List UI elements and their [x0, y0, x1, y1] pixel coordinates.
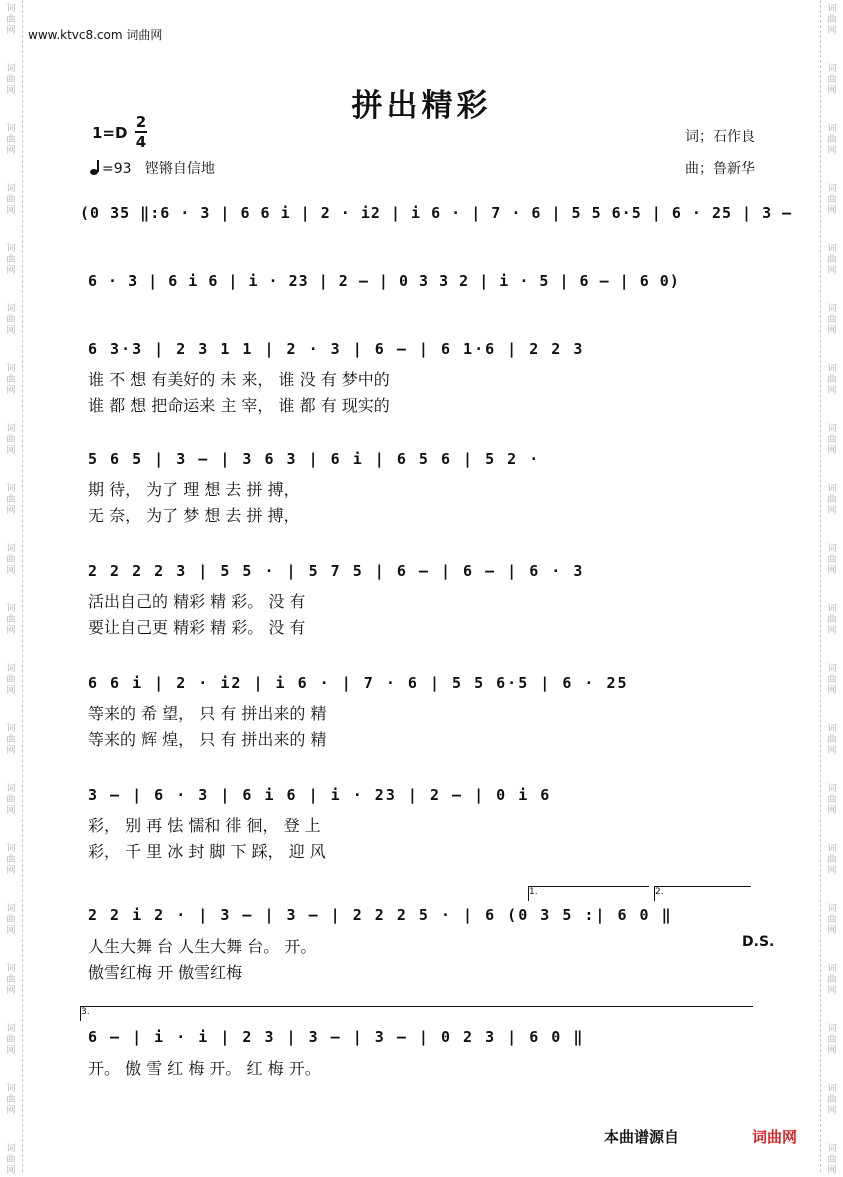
- watermark-glyph: 词 曲 网: [827, 304, 837, 336]
- watermark-glyph: 词 曲 网: [827, 424, 837, 456]
- volta-1-label: 1.: [529, 887, 538, 897]
- watermark-glyph: 词 曲 网: [827, 1144, 837, 1176]
- notation-line: 3 – | 6 · 3 | 6 i 6 | i · 23 | 2 – | 0 i 6: [88, 786, 552, 804]
- watermark-glyph: 词 曲 网: [827, 904, 837, 936]
- watermark-glyph: 词 曲 网: [6, 304, 16, 336]
- lyric-verse-1: 等来的 希 望， 只 有 拼出来的 精: [88, 704, 327, 723]
- quarter-note-icon: [90, 161, 102, 175]
- watermark-glyph: 词 曲 网: [827, 964, 837, 996]
- time-signature-top: 2: [135, 113, 147, 131]
- watermark-glyph: 词 曲 网: [827, 364, 837, 396]
- watermark-glyph: 词 曲 网: [6, 964, 16, 996]
- notation-line: 6 6 i | 2 · i2 | i 6 · | 7 · 6 | 5 5 6·5 | 6 · 25: [88, 674, 629, 692]
- watermark-glyph: 词 曲 网: [827, 484, 837, 516]
- volta-3: [80, 1006, 753, 1021]
- watermark-glyph: 词 曲 网: [827, 1024, 837, 1056]
- lyric-verse-2: 无 奈， 为了 梦 想 去 拼 搏，: [88, 506, 300, 525]
- tempo-marking: [90, 158, 215, 178]
- watermark-glyph: 词 曲 网: [827, 664, 837, 696]
- watermark-glyph: 词 曲 网: [6, 544, 16, 576]
- watermark-glyph: 词 曲 网: [827, 4, 837, 36]
- notation-line: (0 35 ‖:6 · 3 | 6 6 i | 2 · i2 | i 6 · | 7 · 6 | 5 5 6·5 | 6 · 25 | 3 –: [80, 204, 793, 222]
- notation-line: 5 6 5 | 3 – | 3 6 3 | 6 i | 6 5 6 | 5 2 ·: [88, 450, 541, 468]
- watermark-glyph: 词 曲 网: [6, 904, 16, 936]
- key-signature: 1=D: [92, 124, 128, 142]
- lyricist-credit: 词；石作良: [685, 129, 755, 145]
- volta-2: [654, 886, 751, 901]
- watermark-glyph: 词 曲 网: [6, 844, 16, 876]
- lyric-verse-1: 彩， 别 再 怯 懦和 徘 徊， 登 上: [88, 816, 321, 835]
- watermark-glyph: 词 曲 网: [6, 184, 16, 216]
- lyric-verse-2: 等来的 辉 煌， 只 有 拼出来的 精: [88, 730, 327, 749]
- watermark-glyph: 词 曲 网: [6, 1024, 16, 1056]
- volta-2-label: 2.: [655, 887, 664, 897]
- watermark-glyph: 词 曲 网: [6, 484, 16, 516]
- watermark-glyph: 词 曲 网: [6, 4, 16, 36]
- watermark-glyph: 词 曲 网: [827, 64, 837, 96]
- footer-brand-link[interactable]: 词曲网: [752, 1128, 798, 1146]
- watermark-glyph: 词 曲 网: [6, 664, 16, 696]
- watermark-glyph: 词 曲 网: [6, 724, 16, 756]
- expression-mark: 铿锵自信地: [144, 161, 215, 177]
- watermark-glyph: 词 曲 网: [827, 124, 837, 156]
- watermark-glyph: 词 曲 网: [827, 244, 837, 276]
- watermark-glyph: 词 曲 网: [827, 184, 837, 216]
- watermark-glyph: 词 曲 网: [827, 1084, 837, 1116]
- watermark-glyph: 词 曲 网: [6, 1144, 16, 1176]
- watermark-glyph: 词 曲 网: [827, 844, 837, 876]
- notation-line: 2 2 2 2 3 | 5 5 · | 5 7 5 | 6 – | 6 – | 6 · 3: [88, 562, 585, 580]
- watermark-glyph: 词 曲 网: [6, 424, 16, 456]
- dal-segno-mark: D.S.: [742, 934, 775, 950]
- watermark-glyph: 词 曲 网: [827, 724, 837, 756]
- site-url[interactable]: www.ktvc8.com 词曲网: [28, 28, 163, 42]
- lyric-verse-1: 期 待， 为了 理 想 去 拼 搏，: [88, 480, 300, 499]
- tempo-value: =93: [102, 161, 132, 177]
- watermark-glyph: 词 曲 网: [827, 544, 837, 576]
- composer-credit: 曲；鲁新华: [685, 161, 755, 177]
- volta-1: [528, 886, 649, 901]
- lyric-verse-2: 彩， 千 里 冰 封 脚 下 踩， 迎 风: [88, 842, 326, 861]
- notation-line: 6 3·3 | 2 3 1 1 | 2 · 3 | 6 – | 6 1·6 | 2 2 3: [88, 340, 585, 358]
- notation-line: 2 2 i 2 · | 3 – | 3 – | 2 2 2 5 · | 6 (0 3 5 :| 6 0 ‖: [88, 906, 673, 924]
- notation-line: 6 – | i · i | 2 3 | 3 – | 3 – | 0 2 3 | 6 0 ‖: [88, 1028, 585, 1046]
- watermark-glyph: 词 曲 网: [6, 1084, 16, 1116]
- watermark-glyph: 词 曲 网: [6, 124, 16, 156]
- lyric-verse-1: 活出自己的 精彩 精 彩。 没 有: [88, 592, 306, 611]
- time-signature-bottom: 4: [135, 133, 147, 151]
- watermark-glyph: 词 曲 网: [827, 784, 837, 816]
- lyric-verse-2: 要让自己更 精彩 精 彩。 没 有: [88, 618, 306, 637]
- lyric-verse-1: 开。 傲 雪 红 梅 开。 红 梅 开。: [88, 1059, 321, 1078]
- lyric-verse-2: 傲雪红梅 开 傲雪红梅: [88, 963, 243, 982]
- lyric-verse-2: 谁 都 想 把命运来 主 宰， 谁 都 有 现实的: [88, 396, 390, 415]
- notation-line: 6 · 3 | 6 i 6 | i · 23 | 2 – | 0 3 3 2 | i · 5 | 6 – | 6 0): [88, 272, 680, 290]
- volta-3-label: 3.: [81, 1007, 90, 1017]
- song-title: 拼出精彩: [351, 88, 492, 124]
- lyric-verse-1: 人生大舞 台 人生大舞 台。 开。: [88, 937, 317, 956]
- watermark-glyph: 词 曲 网: [6, 604, 16, 636]
- watermark-glyph: 词 曲 网: [6, 244, 16, 276]
- watermark-glyph: 词 曲 网: [6, 784, 16, 816]
- footer-source-label: 本曲谱源自: [604, 1128, 680, 1146]
- watermark-glyph: 词 曲 网: [6, 64, 16, 96]
- time-signature: [135, 114, 147, 150]
- watermark-glyph: 词 曲 网: [827, 604, 837, 636]
- watermark-glyph: 词 曲 网: [6, 364, 16, 396]
- lyric-verse-1: 谁 不 想 有美好的 未 来， 谁 没 有 梦中的: [88, 370, 390, 389]
